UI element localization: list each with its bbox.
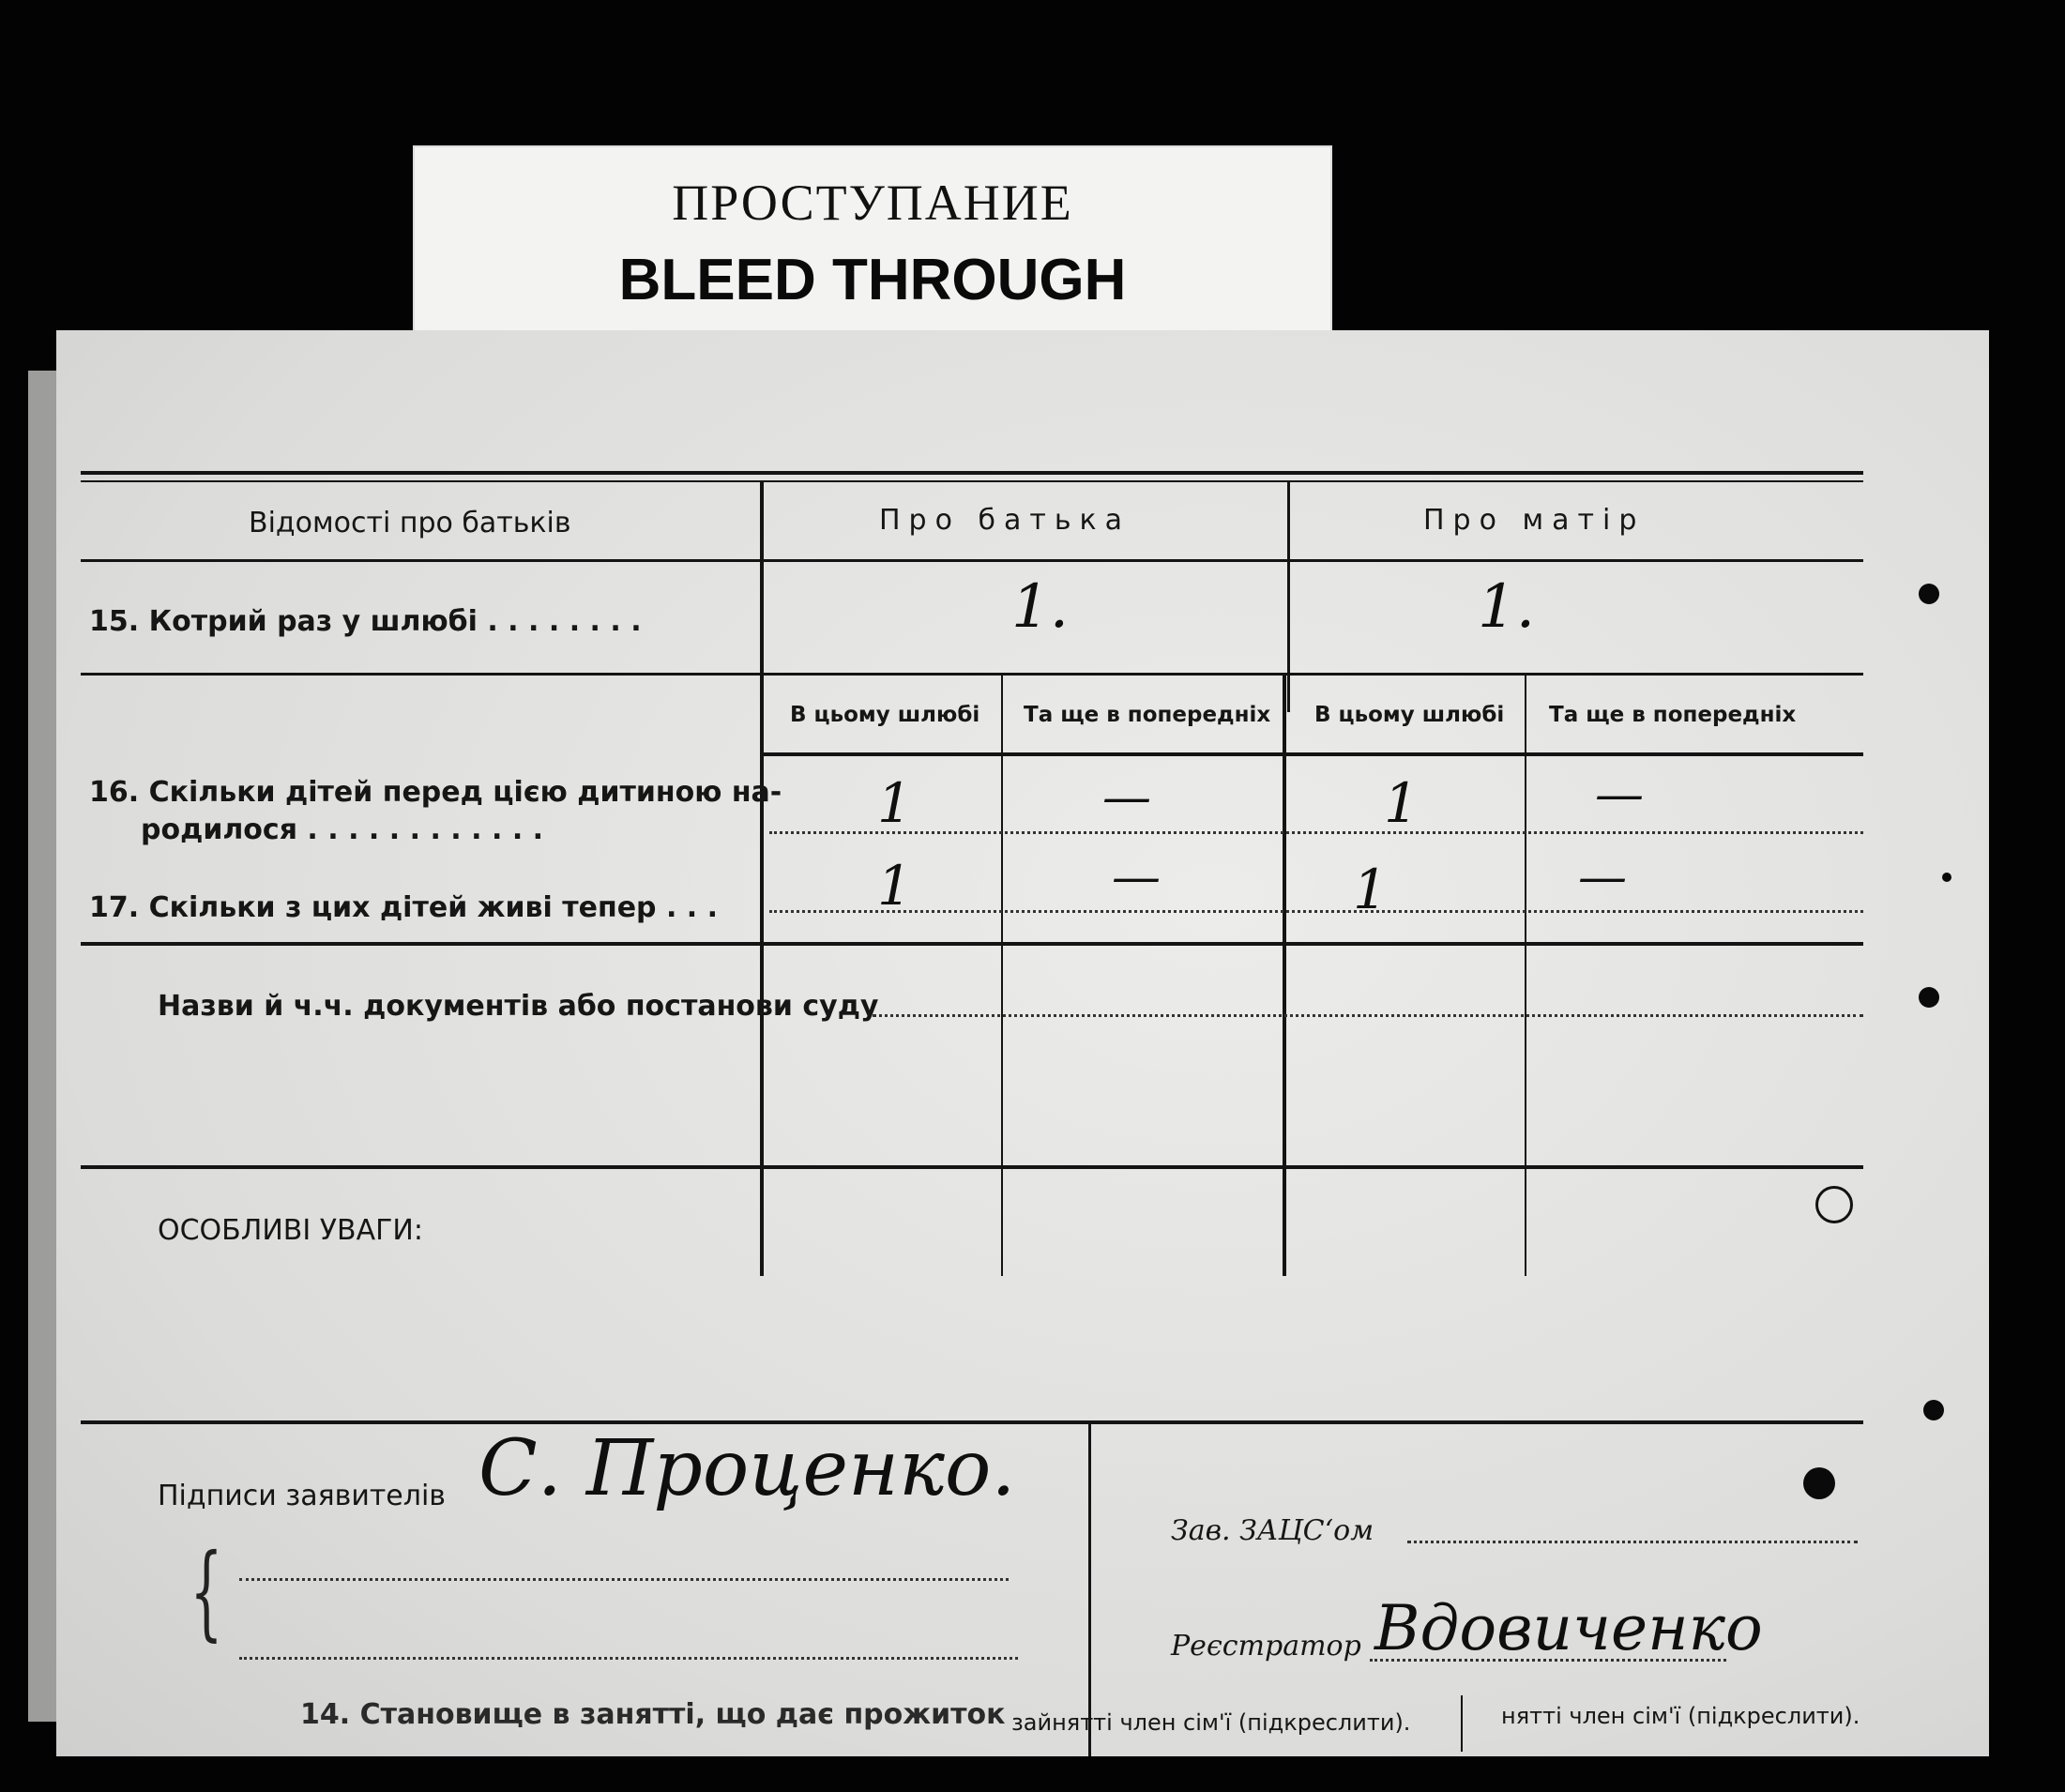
binder-hole (1942, 873, 1951, 882)
rule-header-bottom (81, 559, 1863, 562)
header-parents-info: Відомості про батьків (249, 507, 571, 539)
rule-top (81, 471, 1863, 475)
row16-mother-this: 1 (1384, 771, 1419, 835)
remarks-label: ОСОБЛИВІ УВАГИ: (158, 1214, 423, 1247)
signature-applicant: С. Проценко. (478, 1424, 1016, 1513)
label-russian: ПРОСТУПАНИЕ (672, 175, 1073, 231)
row16-father-this: 1 (877, 771, 912, 835)
row17-mother-prev: — (1578, 849, 1627, 905)
vline-labels-col-2 (760, 676, 764, 1276)
rule-documents-bottom (81, 1165, 1863, 1169)
vline-father-mother (1287, 482, 1290, 712)
form-page (56, 330, 1989, 1756)
binder-hole (1815, 1186, 1853, 1223)
subheader-mother-this-marriage: В цьому шлюбі (1314, 703, 1505, 727)
registrar-label: Реєстратор (1171, 1630, 1361, 1663)
row16-label-line2: родилося . . . . . . . . . . . . (141, 813, 544, 846)
underlying-line-left: 14. Становище в занятті, що дає прожиток (300, 1698, 1006, 1731)
binder-hole (1919, 584, 1939, 604)
row17-dotted-line (769, 910, 1863, 913)
row16-label-line1: 16. Скільки дітей перед цією дитиною на- (89, 776, 782, 809)
label-english: BLEED THROUGH (618, 248, 1127, 312)
registrar-line (1370, 1659, 1726, 1662)
binder-hole (1803, 1467, 1835, 1499)
signature-line-1 (239, 1578, 1009, 1581)
row17-label: 17. Скільки з цих дітей живі тепер . . . (89, 891, 719, 924)
registrar-signature: Вдовиченко (1374, 1592, 1763, 1664)
header-about-father: Про батька (879, 504, 1131, 537)
rule-row15-bottom (81, 673, 1863, 676)
rule-subheader-bottom (762, 752, 1863, 756)
row16-father-prev: — (1102, 769, 1151, 826)
row16-mother-prev: — (1595, 767, 1644, 823)
header-about-mother: Про матір (1423, 504, 1646, 537)
binder-hole (1919, 987, 1939, 1008)
signatures-label: Підписи заявителів (158, 1480, 446, 1512)
bleed-through-label-card (413, 145, 1332, 342)
documents-label: Назви й ч.ч. документів або постанови суду (158, 990, 879, 1023)
vline-signatures-split (1088, 1424, 1091, 1756)
vline-father-split (1001, 676, 1003, 1276)
head-of-registry-label: Зав. ЗАЦС‘ом (1171, 1514, 1374, 1547)
underlying-line-right: нятті член сім'ї (підкреслити). (1501, 1703, 1860, 1729)
rule-row17-bottom (81, 942, 1863, 946)
row17-father-prev: — (1112, 849, 1161, 905)
vline-father-mother-2 (1283, 676, 1286, 1276)
head-of-registry-line (1407, 1541, 1858, 1543)
row15-father-value: 1. (1011, 572, 1070, 642)
signature-brace: { (190, 1531, 223, 1651)
row15-label: 15. Котрий раз у шлюбі . . . . . . . . (89, 605, 642, 638)
vline-mother-split (1525, 676, 1526, 1276)
row15-mother-value: 1. (1478, 572, 1536, 642)
row17-mother-this: 1 (1353, 858, 1388, 921)
subheader-father-previous: Та ще в попередніх (1024, 703, 1271, 727)
row16-dotted-line (769, 831, 1863, 834)
row17-father-this: 1 (877, 854, 912, 918)
subheader-father-this-marriage: В цьому шлюбі (790, 703, 980, 727)
rule-top-thin (81, 480, 1863, 482)
underlying-split (1461, 1695, 1463, 1752)
binder-hole (1923, 1400, 1944, 1420)
underlying-line-mid: зайнятті член сім'ї (підкреслити). (1011, 1709, 1411, 1736)
signature-line-2 (239, 1657, 1018, 1660)
documents-dotted-line (873, 1014, 1863, 1017)
subheader-mother-previous: Та ще в попередніх (1549, 703, 1797, 727)
